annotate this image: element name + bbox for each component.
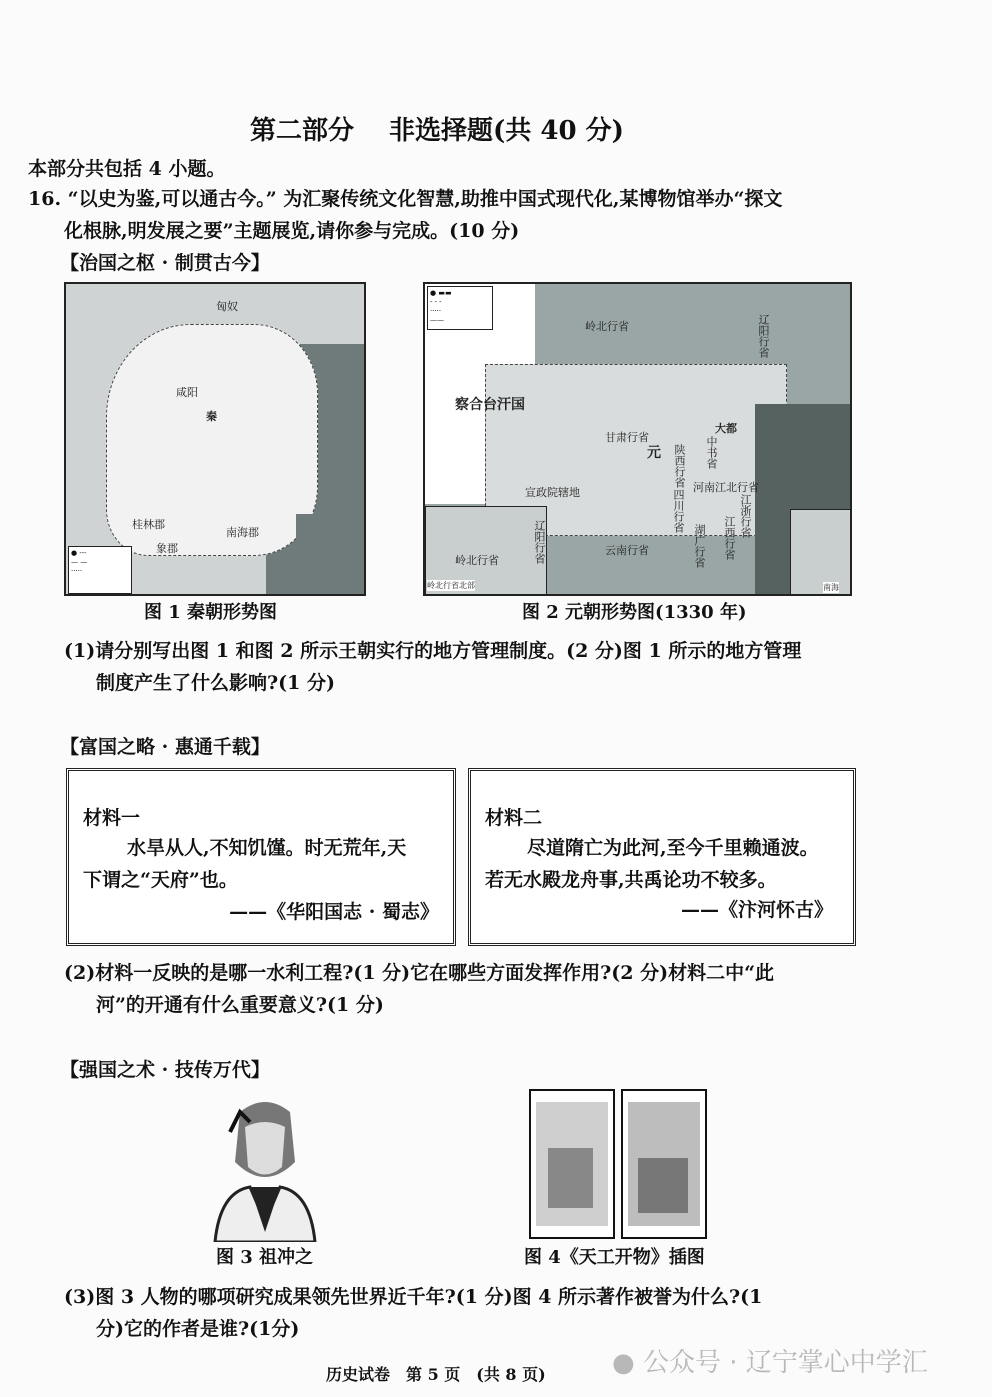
watermark: ● 公众号 · 辽宁掌心中学汇 xyxy=(612,1348,928,1378)
question-stem: 16. “以史为鉴,可以通古今。” 为汇聚传统文化智慧,助推中国式现代化,某博物馆举办“探文 xyxy=(28,188,783,210)
subquestion-2-cont: 河”的开通有什么重要意义?(1 分) xyxy=(96,994,384,1016)
zu-chongzhi-portrait xyxy=(210,1092,320,1242)
map-legend: ● --- — — ····· xyxy=(68,546,132,594)
section-heading-1: 【治国之枢 · 制贯古今】 xyxy=(60,252,270,274)
tiangong-kaiwu-illustration xyxy=(528,1088,710,1240)
page-footer: 历史试卷 第 5 页 (共 8 页) xyxy=(326,1365,546,1384)
section-heading-3: 【强国之术 · 技传万代】 xyxy=(60,1059,270,1081)
subquestion-1: (1)请分别写出图 1 和图 2 所示王朝实行的地方管理制度。(2 分)图 1 所示的地方管理 xyxy=(64,640,802,662)
fig2-caption: 图 2 元朝形势图(1330 年) xyxy=(522,602,747,623)
material-2-box: 材料二 尽道隋亡为此河,至今千里赖通波。 若无水殿龙舟事,共禹论功不较多。 ——《汴河怀古》 xyxy=(468,768,856,946)
section-intro: 本部分共包括 4 小题。 xyxy=(28,158,226,180)
section-heading-2: 【富国之略 · 惠通千载】 xyxy=(60,736,270,758)
qin-map: ● --- — — ····· 匈奴 咸阳 秦 桂林郡 南海郡 象郡 xyxy=(64,282,366,596)
subquestion-2: (2)材料一反映的是哪一水利工程?(1 分)它在哪些方面发挥作用?(2 分)材料二中“此 xyxy=(64,962,775,984)
fig4-caption: 图 4《天工开物》插图 xyxy=(524,1247,705,1268)
wechat-icon: ● xyxy=(612,1348,635,1378)
map-legend: ● ▬▬ - - - ····· —— xyxy=(427,286,493,330)
subquestion-3: (3)图 3 人物的哪项研究成果领先世界近千年?(1 分)图 4 所示著作被誉为什么?(1 xyxy=(64,1286,763,1308)
section-title: 第二部分 非选择题(共 40 分) xyxy=(250,116,624,146)
material-1-box: 材料一 水旱从人,不知饥馑。时无荒年,天 下谓之“天府”也。 ——《华阳国志 · 蜀志》 xyxy=(66,768,456,946)
fig1-caption: 图 1 秦朝形势图 xyxy=(144,602,278,623)
subquestion-1-cont: 制度产生了什么影响?(1 分) xyxy=(96,672,335,694)
yuan-map: ● ▬▬ - - - ····· —— 岭北行省 辽阳行省 察合台汗国 甘肃行省 元 大都 中书省 陕西行省 宣政院辖地 四川行省 河南江北行省 江浙行省 江西行省 湖广行省 云南行省 岭北行省 辽阳行省 岭北行省北部 南海 xyxy=(423,282,852,596)
fig3-caption: 图 3 祖冲之 xyxy=(216,1247,314,1268)
subquestion-3-cont: 分)它的作者是谁?(1分) xyxy=(96,1318,300,1340)
question-stem-cont: 化根脉,明发展之要”主题展览,请你参与完成。(10 分) xyxy=(64,220,520,242)
